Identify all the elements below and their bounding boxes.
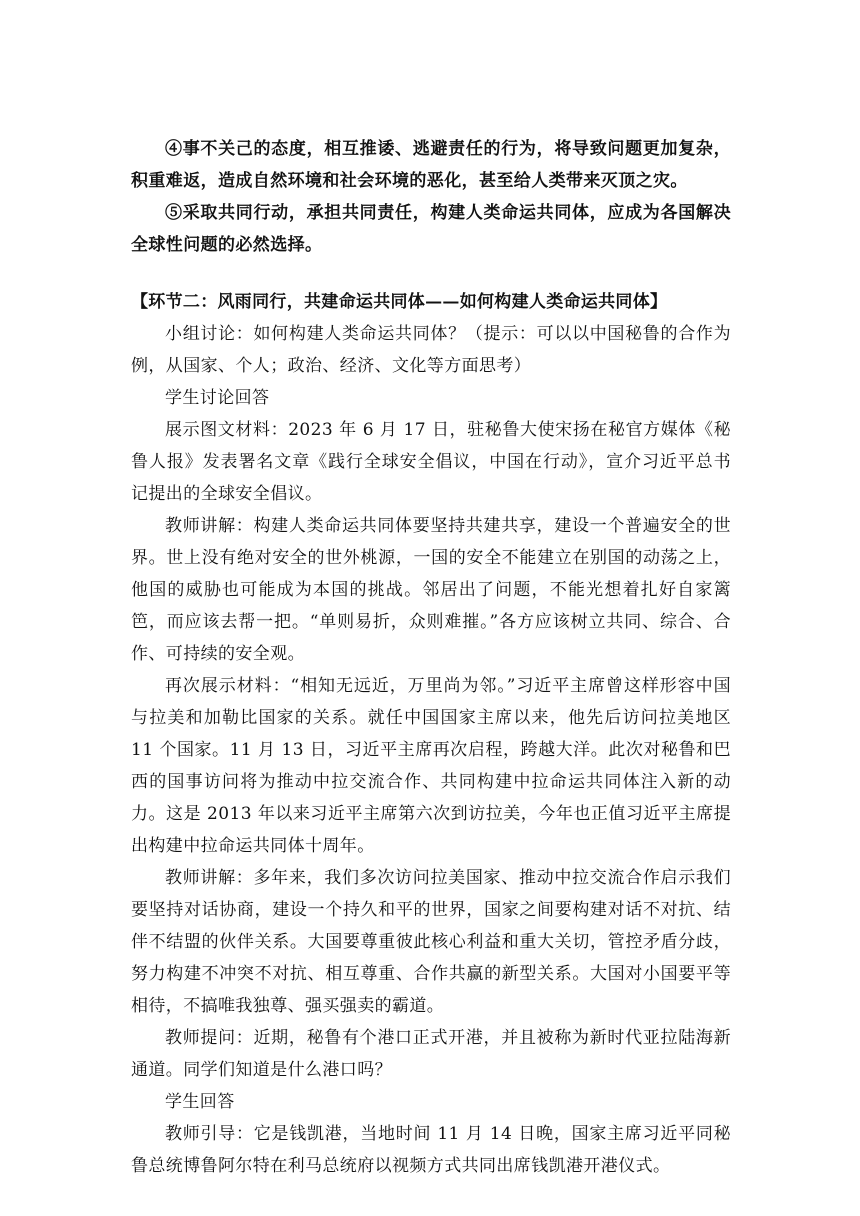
paragraph-material-2: 再次展示材料：“相知无远近，万里尚为邻。”习近平主席曾这样形容中国与拉美和加勒比国家的关系。就任中国国家主席以来，他先后访问拉美地区 11 个国家。11 月 13 日，习近平主席再次启程，跨越大洋。此次对秘鲁和巴西的国事访问将为推动中拉交流合作、共同构建中拉命运共同体注入新的动力。这是 2013 年以来习近平主席第六次到访拉美，今年也正值习近平主席提出构建中拉命运共同体十周年。 xyxy=(131,676,731,856)
paragraph-teacher-guide: 教师引导：它是钱凯港，当地时间 11 月 14 日晚，国家主席习近平同秘鲁总统博鲁阿尔特在利马总统府以视频方式共同出席钱凯港开港仪式。 xyxy=(131,1124,731,1176)
paragraph-student-discussion: 学生讨论回答 xyxy=(165,388,270,408)
paragraph-group-discussion: 小组讨论：如何构建人类命运共同体？（提示：可以以中国秘鲁的合作为例，从国家、个人；政治、经济、文化等方面思考） xyxy=(131,324,731,376)
spacer xyxy=(131,261,731,286)
paragraph-teacher-explain-1: 教师讲解：构建人类命运共同体要坚持共建共享，建设一个普遍安全的世界。世上没有绝对安全的世外桃源，一国的安全不能建立在别国的动荡之上，他国的威胁也可能成为本国的挑战。邻居出了问题，不能光想着扎好自家篱笆，而应该去帮一把。“单则易折，众则难摧。”各方应该树立共同、综合、合作、可持续的安全观。 xyxy=(131,516,731,664)
section-heading: 【环节二：风雨同行，共建命运共同体——如何构建人类命运共同体】 xyxy=(131,292,668,312)
paragraph-point-5: ⑤采取共同行动，承担共同责任，构建人类命运共同体，应成为各国解决全球性问题的必然选择。 xyxy=(131,203,731,255)
document-page xyxy=(131,133,731,1182)
paragraph-student-answer: 学生回答 xyxy=(165,1092,235,1112)
paragraph-point-4: ④事不关己的态度，相互推诿、逃避责任的行为，将导致问题更加复杂，积重难返，造成自然环境和社会环境的恶化，甚至给人类带来灭顶之灾。 xyxy=(131,139,731,191)
paragraph-teacher-explain-2: 教师讲解：多年来，我们多次访问拉美国家、推动中拉交流合作启示我们要坚持对话协商，建设一个持久和平的世界，国家之间要构建对话不对抗、结伴不结盟的伙伴关系。大国要尊重彼此核心利益和重大关切，管控矛盾分歧，努力构建不冲突不对抗、相互尊重、合作共赢的新型关系。大国对小国要平等相待，不搞唯我独尊、强买强卖的霸道。 xyxy=(131,868,731,1016)
paragraph-material-1: 展示图文材料：2023 年 6 月 17 日，驻秘鲁大使宋扬在秘官方媒体《秘鲁人报》发表署名文章《践行全球安全倡议，中国在行动》，宣介习近平总书记提出的全球安全倡议。 xyxy=(131,420,731,504)
paragraph-teacher-question: 教师提问：近期，秘鲁有个港口正式开港，并且被称为新时代亚拉陆海新通道。同学们知道是什么港口吗？ xyxy=(131,1028,731,1080)
